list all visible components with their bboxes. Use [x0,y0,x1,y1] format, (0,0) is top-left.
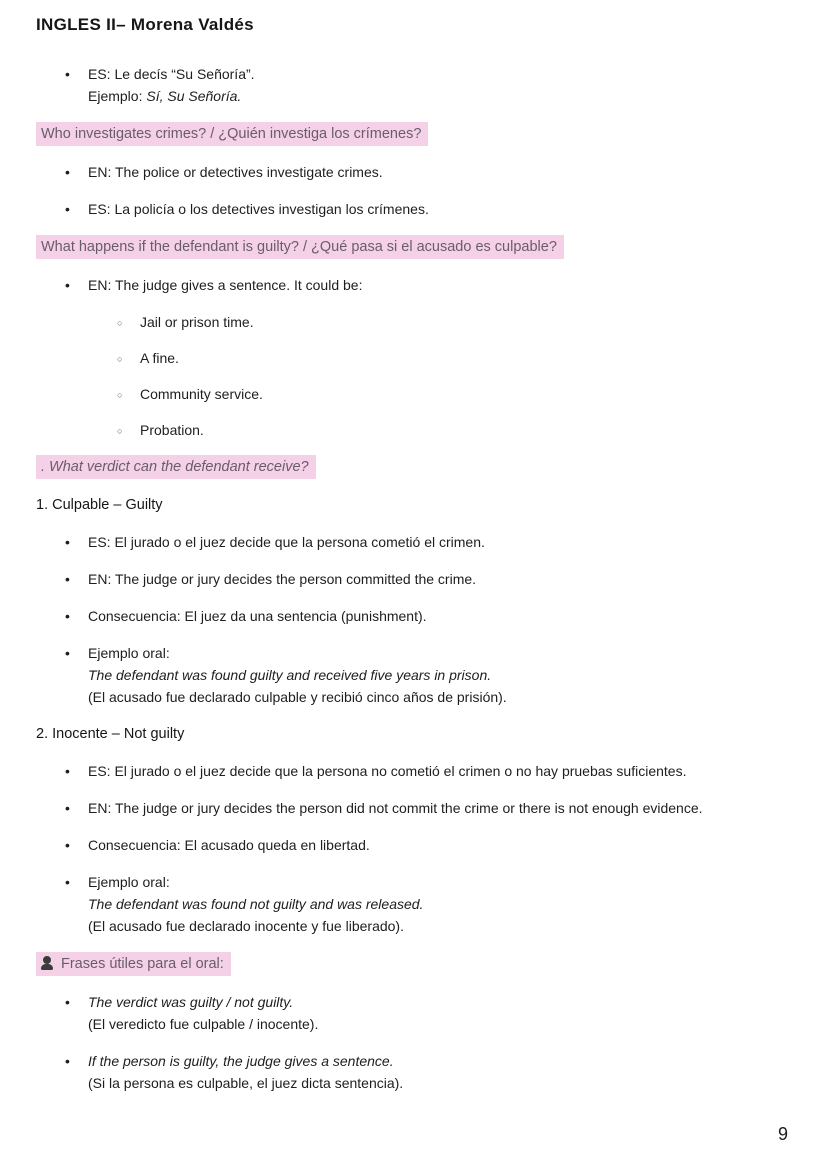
example-english-italic: The defendant was found guilty and received five years in prison. [88,667,492,683]
example-label: Ejemplo oral: [88,874,170,890]
list-item-v1-es [65,531,792,553]
list-item-line: Jail or prison time. [140,314,254,330]
list-item-line: A fine. [140,350,179,366]
list-item-q2-intro [65,274,792,296]
phrase-english-italic: The verdict was guilty / not guilty. [88,994,294,1010]
list-item-line: EN: The police or detectives investigate crimes. [88,164,383,180]
list-item-q1-es [65,198,792,220]
list-item-line: Consecuencia: El acusado queda en libertad. [88,837,370,853]
list-item-line: EN: The judge or jury decides the person committed the crime. [88,571,477,587]
list-item-line: ES: El jurado o el juez decide que la persona no cometió el crimen o no hay pruebas suficientes. [88,763,687,779]
example-spanish: (El acusado fue declarado culpable y recibió cinco años de prisión). [88,689,507,705]
list-item-v1-en [65,568,792,590]
list-item-frase-2 [65,1050,792,1094]
list-item-line: EN: The judge or jury decides the person did not commit the crime or there is not enough evidence. [88,800,703,816]
sub-list-item-community-service [117,383,792,405]
example-label: Ejemplo: [88,88,147,104]
section-heading-label: Frases útiles para el oral: [61,956,224,972]
page-title: INGLES II– Morena Valdés [36,15,254,34]
list-item-frase-1 [65,991,792,1035]
list-item-line: ES: La policía o los detectives investigan los crímenes. [88,201,429,217]
sub-list-item-fine [117,347,792,369]
section-heading-defendant-guilty: What happens if the defendant is guilty? / ¿Qué pasa si el acusado es culpable? [36,235,564,259]
list-item-v2-en [65,797,792,819]
sub-list-item-probation [117,419,792,441]
example-label: Ejemplo oral: [88,645,170,661]
section-heading-who-investigates: Who investigates crimes? / ¿Quién investiga los crímenes? [36,122,428,146]
verdict1-title: 1. Culpable – Guilty [36,497,163,513]
list-item-su-senoria [65,63,792,107]
list-item-q1-en [65,161,792,183]
list-item-v2-consecuencia [65,834,792,856]
speaking-head-icon [41,956,56,970]
section-heading-frases-utiles [36,952,231,976]
list-item-line: ES: Le decís “Su Señoría”. [88,66,255,82]
list-item-line: ES: El jurado o el juez decide que la persona cometió el crimen. [88,534,485,550]
list-item-line: EN: The judge gives a sentence. It could be: [88,277,363,293]
section-heading-row [36,122,792,146]
page-number: 9 [777,1124,788,1144]
phrase-english-italic: If the person is guilty, the judge gives a sentence. [88,1053,394,1069]
section-heading-row [36,952,792,976]
list-item-v2-ejemplo [65,871,792,937]
section-heading-row [36,235,792,259]
example-spanish: (El acusado fue declarado inocente y fue liberado). [88,918,404,934]
example-english-italic: The defendant was found not guilty and was released. [88,896,424,912]
section-heading-row [36,455,792,479]
list-item-line: Community service. [140,386,263,402]
phrase-spanish: (El veredicto fue culpable / inocente). [88,1016,319,1032]
list-item-v1-ejemplo [65,642,792,708]
phrase-spanish: (Si la persona es culpable, el juez dicta sentencia). [88,1075,404,1091]
list-item-line: Consecuencia: El juez da una sentencia (punishment). [88,608,427,624]
list-item-v2-es [65,760,792,782]
sub-list-item-jail [117,311,792,333]
list-item-line: Probation. [140,422,204,438]
list-item-v1-consecuencia [65,605,792,627]
section-heading-verdict: . What verdict can the defendant receive? [36,455,316,479]
verdict2-title: 2. Inocente – Not guilty [36,726,185,742]
example-italic: Sí, Su Señoría. [146,88,242,104]
